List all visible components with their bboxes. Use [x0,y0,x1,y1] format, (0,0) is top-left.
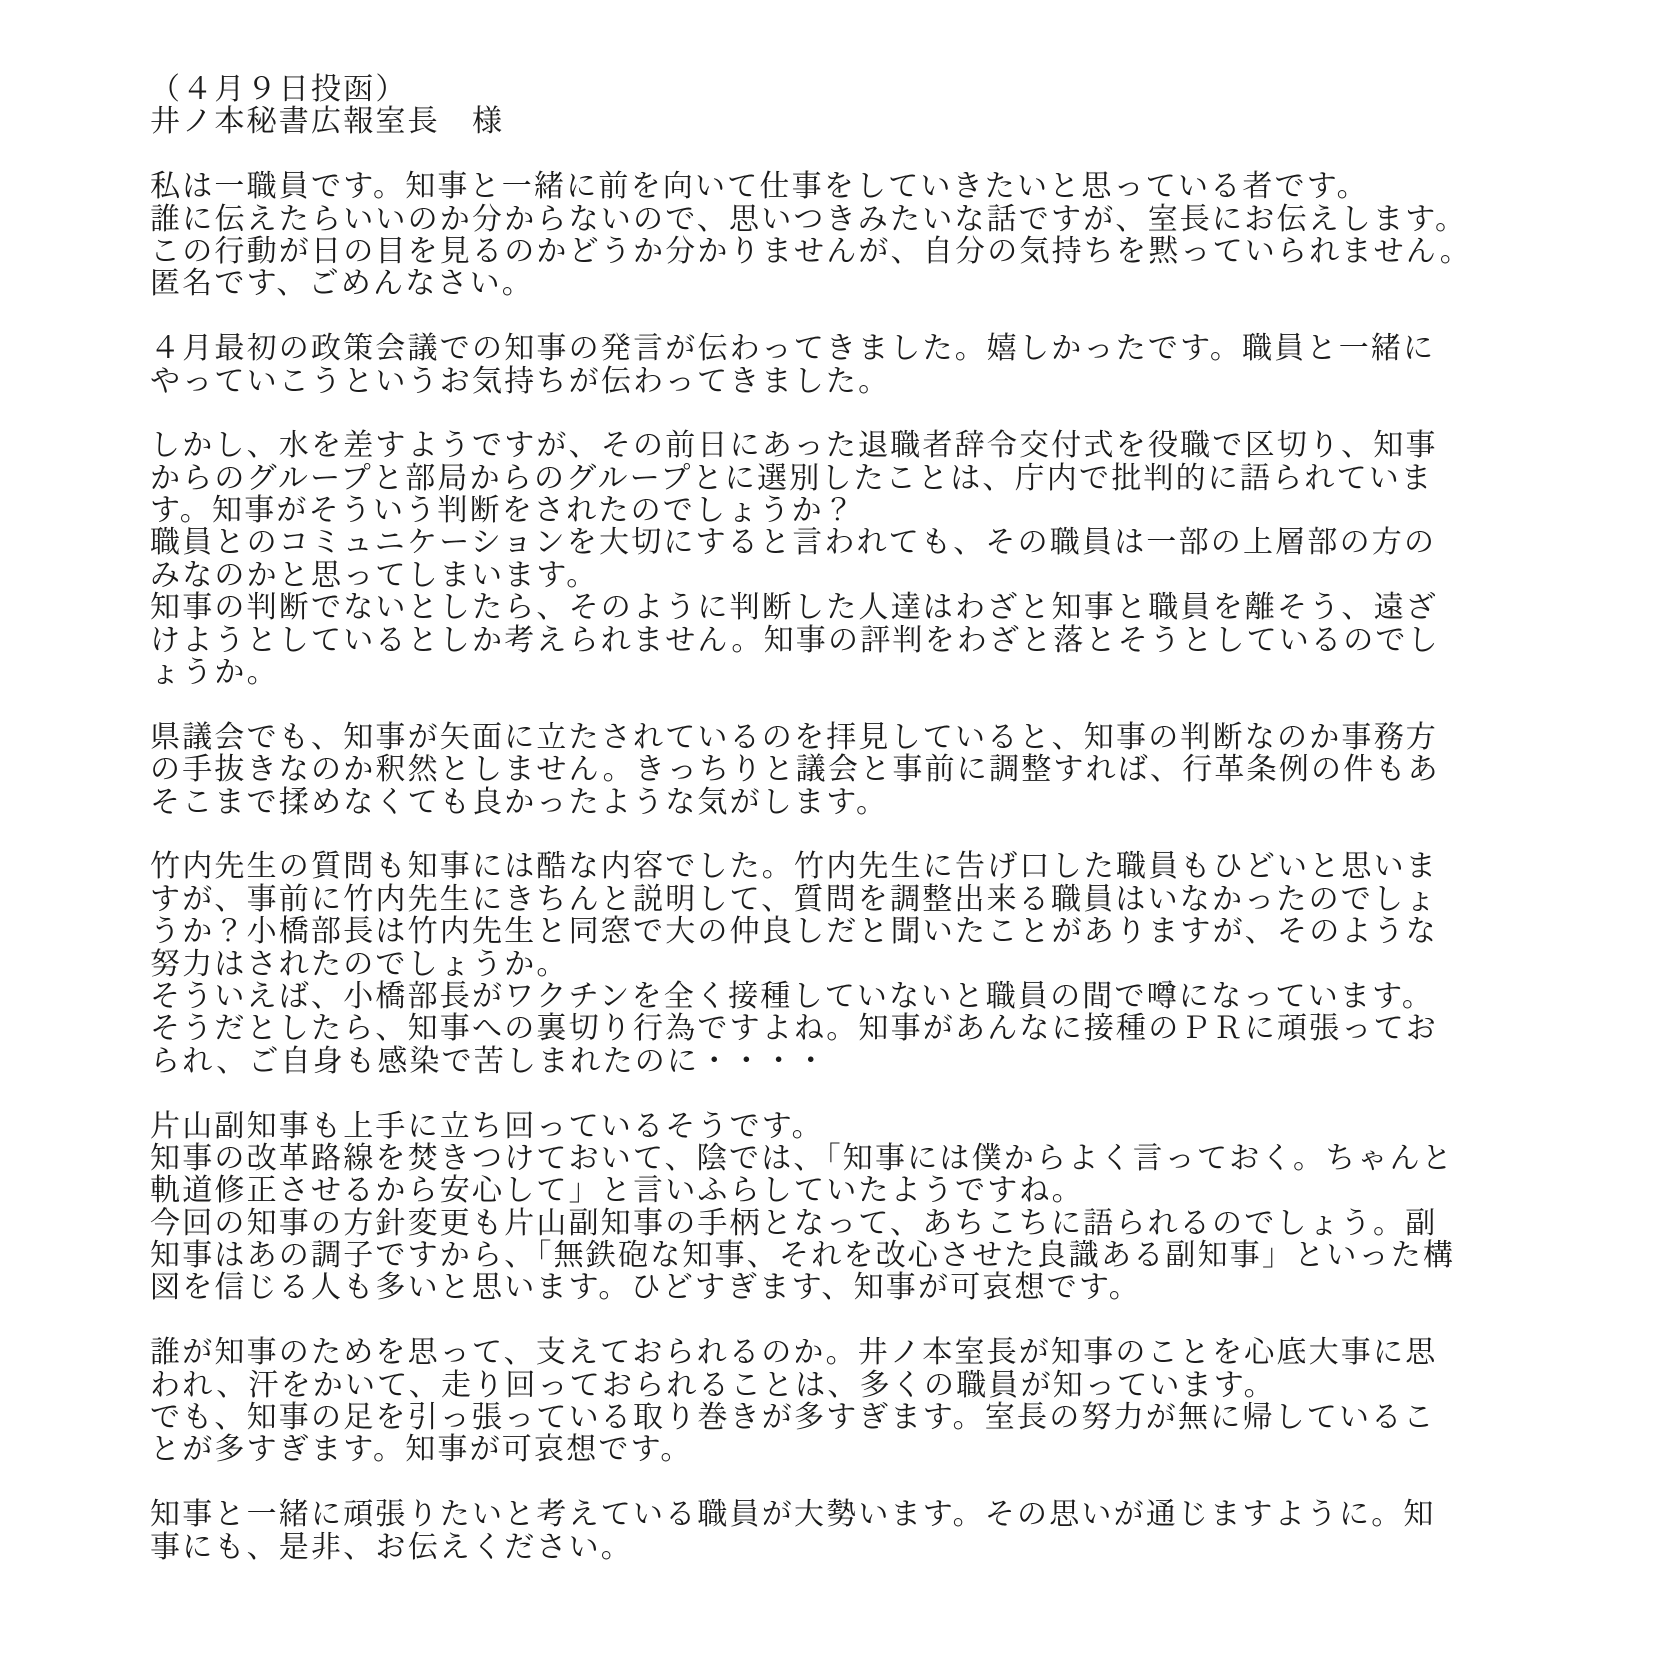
blank-line [150,819,1614,851]
blank-line [150,1078,1614,1110]
text-line: 知事と一緒に頑張りたいと考えている職員が大勢います。その思いが通じますように。知 [150,1498,1436,1532]
text-line: 努力はされたのでしょうか。 [150,947,569,981]
text-line: とが多すぎます。知事が可哀想です。 [150,1433,693,1467]
text-line: すが、事前に竹内先生にきちんと説明して、質問を調整出来る職員はいなかったのでしょ [150,882,1438,916]
text-line: 事にも、是非、お伝えください。 [150,1530,633,1564]
blank-line [150,301,1614,333]
text-line: 知事はあの調子ですから、「無鉄砲な知事、それを改心させた良識ある副知事」といった構 [150,1239,1456,1273]
text-line: 知事の改革路線を焚きつけておいて、陰では、「知事には僕からよく言っておく。ちゃんと [150,1141,1454,1175]
text-line: 片山副知事も上手に立ち回っているそうです。 [150,1109,824,1143]
text-line: 知事の判断でないとしたら、そのように判断した人達はわざと知事と職員を離そう、遠ざ [150,591,1438,625]
text-line: 匿名です、ごめんなさい。 [150,267,534,301]
blank-line [150,1305,1614,1337]
text-line: しかし、水を差すようですが、その前日にあった退職者辞令交付式を役職で区切り、知事 [150,429,1438,463]
text-line: 職員とのコミュニケーションを大切にすると言われても、その職員は一部の上層部の方の [150,526,1437,560]
blank-line [150,139,1614,171]
text-line: われ、汗をかいて、走り回っておられることは、多くの職員が知っています。 [150,1368,1276,1402]
posting-date-line: （４月９日投函） [150,73,408,106]
text-line: そこまで揉めなくても良かったような気がします。 [150,785,889,819]
text-line: ょうか。 [150,656,279,690]
text-line: す。知事がそういう判断をされたのでしょうか？ [150,494,856,528]
text-line: 図を信じる人も多いと思います。ひどすぎます、知事が可哀想です。 [150,1271,1141,1305]
blank-line [150,398,1614,430]
blank-line [150,1467,1614,1499]
text-line: 誰が知事のためを思って、支えておられるのか。井ノ本室長が知事のことを心底大事に思 [150,1336,1438,1370]
blank-line [150,689,1614,721]
recipient-line: 井ノ本秘書広報室長 様 [150,105,505,139]
text-line: この行動が日の目を見るのかどうか分かりませんが、自分の気持ちを黙っていられません。 [150,234,1472,268]
letter-body [150,74,1614,1564]
text-line: られ、ご自身も感染で苦しまれたのに・・・・ [150,1044,828,1078]
text-line: でも、知事の足を引っ張っている取り巻きが多すぎます。室長の努力が無に帰しているこ [150,1401,1436,1435]
text-line: 今回の知事の方針変更も片山副知事の手柄となって、あちこちに語られるのでしょう。副 [150,1206,1438,1240]
text-line: からのグループと部局からのグループとに選別したことは、庁内で批判的に語られていま [150,461,1434,495]
text-line: 私は一職員です。知事と一緒に前を向いて仕事をしていきたいと思っている者です。 [150,170,1369,204]
text-line: 誰に伝えたらいいのか分からないので、思いつきみたいな話ですが、室長にお伝えします。 [150,202,1468,236]
text-line: やっていこうというお気持ちが伝わってきました。 [150,364,891,398]
text-line: みなのかと思ってしまいます。 [150,558,599,592]
text-line: うか？小橋部長は竹内先生と同窓で大の仲良しだと聞いたことがありますが、そのような [150,915,1438,949]
text-line: けようとしているとしか考えられません。知事の評判をわざと落とそうとしているのでし [150,623,1440,657]
text-line: 県議会でも、知事が矢面に立たされているのを拝見していると、知事の判断なのか事務方 [150,720,1438,754]
text-line: 軌道修正させるから安心して」と言いふらしていたようですね。 [150,1174,1084,1208]
text-line: の手抜きなのか釈然としません。きっちりと議会と事前に調整すれば、行革条例の件もあ [150,753,1440,787]
text-line: 竹内先生の質問も知事には酷な内容でした。竹内先生に告げ口した職員もひどいと思いま [150,850,1438,884]
text-line: ４月最初の政策会議での知事の発言が伝わってきました。嬉しかったです。職員と一緒に [150,332,1436,366]
text-line: そういえば、小橋部長がワクチンを全く接種していないと職員の間で噂になっています。 [150,979,1435,1013]
text-line: そうだとしたら、知事への裏切り行為ですよね。知事があんなに接種のＰＲに頑張ってお [150,1012,1438,1046]
